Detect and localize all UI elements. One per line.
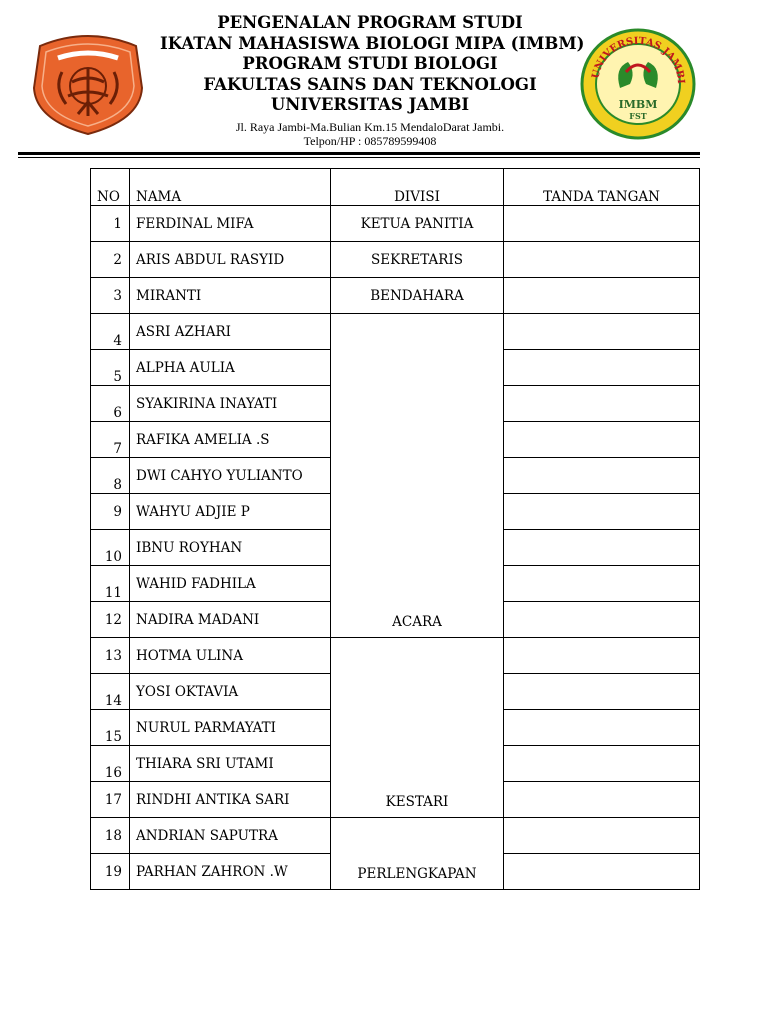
signature-cell[interactable] xyxy=(504,494,700,530)
row-name: RAFIKA AMELIA .S xyxy=(130,422,331,458)
row-number: 3 xyxy=(91,278,130,314)
table-row xyxy=(91,278,700,314)
row-name: WAHID FADHILA xyxy=(130,566,331,602)
row-name: SYAKIRINA INAYATI xyxy=(130,386,331,422)
row-name: IBNU ROYHAN xyxy=(130,530,331,566)
row-name: ANDRIAN SAPUTRA xyxy=(130,818,331,854)
logo-sub-text: FST xyxy=(629,111,647,121)
row-number: 15 xyxy=(91,710,130,746)
signature-cell[interactable] xyxy=(504,602,700,638)
division-group-perlengkapan: PERLENGKAPAN xyxy=(331,818,504,890)
row-number: 7 xyxy=(91,422,130,458)
row-number: 10 xyxy=(91,530,130,566)
division-group-kestari: KESTARI xyxy=(331,638,504,818)
document-title xyxy=(160,13,585,148)
letterhead xyxy=(0,0,768,160)
row-number: 5 xyxy=(91,350,130,386)
signature-cell[interactable] xyxy=(504,386,700,422)
row-name: YOSI OKTAVIA xyxy=(130,674,331,710)
row-name: ASRI AZHARI xyxy=(130,314,331,350)
address-line: Jl. Raya Jambi-Ma.Bulian Km.15 MendaloDarat Jambi. xyxy=(235,119,505,134)
title-line: UNIVERSITAS JAMBI xyxy=(270,95,470,115)
attendance-table xyxy=(90,168,700,890)
row-name: NADIRA MADANI xyxy=(130,602,331,638)
signature-cell[interactable] xyxy=(504,458,700,494)
table-row xyxy=(91,314,700,350)
title-line: FAKULTAS SAINS DAN TEKNOLOGI xyxy=(203,74,537,94)
row-name: PARHAN ZAHRON .W xyxy=(130,854,331,890)
signature-cell[interactable] xyxy=(504,314,700,350)
column-header-no: NO xyxy=(91,169,130,206)
table-row xyxy=(91,638,700,674)
signature-cell[interactable] xyxy=(504,818,700,854)
column-header-nama: NAMA xyxy=(130,169,331,206)
column-header-tanda-tangan: TANDA TANGAN xyxy=(504,169,700,206)
row-number: 12 xyxy=(91,602,130,638)
row-number: 6 xyxy=(91,386,130,422)
signature-cell[interactable] xyxy=(504,278,700,314)
row-number: 17 xyxy=(91,782,130,818)
imbm-fst-emblem-icon xyxy=(580,28,696,140)
row-number: 19 xyxy=(91,854,130,890)
row-number: 13 xyxy=(91,638,130,674)
signature-cell[interactable] xyxy=(504,854,700,890)
row-name: RINDHI ANTIKA SARI xyxy=(130,782,331,818)
signature-cell[interactable] xyxy=(504,530,700,566)
row-name: DWI CAHYO YULIANTO xyxy=(130,458,331,494)
signature-cell[interactable] xyxy=(504,206,700,242)
row-number: 9 xyxy=(91,494,130,530)
row-name: HOTMA ULINA xyxy=(130,638,331,674)
row-number: 8 xyxy=(91,458,130,494)
column-header-divisi: DIVISI xyxy=(331,169,504,206)
row-name: FERDINAL MIFA xyxy=(130,206,331,242)
row-number: 11 xyxy=(91,566,130,602)
table-header-row xyxy=(91,169,700,206)
signature-cell[interactable] xyxy=(504,674,700,710)
row-division: BENDAHARA xyxy=(331,278,504,314)
row-name: ALPHA AULIA xyxy=(130,350,331,386)
row-name: ARIS ABDUL RASYID xyxy=(130,242,331,278)
row-name: NURUL PARMAYATI xyxy=(130,710,331,746)
row-division: SEKRETARIS xyxy=(331,242,504,278)
table-row xyxy=(91,818,700,854)
title-line: PROGRAM STUDI BIOLOGI xyxy=(242,54,498,74)
title-line: PENGENALAN PROGRAM STUDI xyxy=(217,13,523,32)
row-number: 14 xyxy=(91,674,130,710)
row-number: 1 xyxy=(91,206,130,242)
row-name: THIARA SRI UTAMI xyxy=(130,746,331,782)
phone-line: Telpon/HP : 085789599408 xyxy=(303,133,437,148)
table-row xyxy=(91,242,700,278)
header-divider-thick xyxy=(18,152,700,155)
signature-cell[interactable] xyxy=(504,782,700,818)
signature-cell[interactable] xyxy=(504,422,700,458)
signature-cell[interactable] xyxy=(504,746,700,782)
row-number: 18 xyxy=(91,818,130,854)
logo-ring-text: UNIVERSITAS JAMBI xyxy=(590,35,687,85)
header-divider-thin xyxy=(18,157,700,158)
division-group-acara: ACARA xyxy=(331,314,504,638)
row-number: 4 xyxy=(91,314,130,350)
title-line: IKATAN MAHASISWA BIOLOGI MIPA (IMBM) xyxy=(160,33,585,53)
signature-cell[interactable] xyxy=(504,350,700,386)
table-row xyxy=(91,206,700,242)
signature-cell[interactable] xyxy=(504,566,700,602)
universitas-jambi-emblem-icon xyxy=(32,28,144,136)
signature-cell[interactable] xyxy=(504,710,700,746)
row-number: 2 xyxy=(91,242,130,278)
logo-center-text: IMBM xyxy=(618,98,658,111)
signature-cell[interactable] xyxy=(504,638,700,674)
row-number: 16 xyxy=(91,746,130,782)
row-division: KETUA PANITIA xyxy=(331,206,504,242)
signature-cell[interactable] xyxy=(504,242,700,278)
row-name: WAHYU ADJIE P xyxy=(130,494,331,530)
row-name: MIRANTI xyxy=(130,278,331,314)
